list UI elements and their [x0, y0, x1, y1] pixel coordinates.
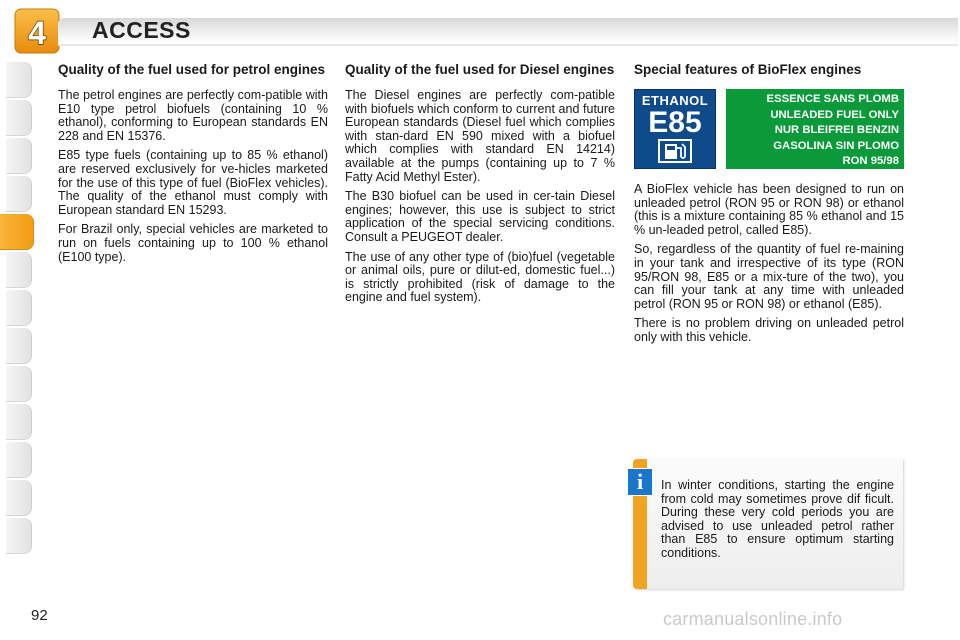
unleaded-label-line: GASOLINA SIN PLOMO	[773, 139, 899, 152]
paragraph: There is no problem driving on unleaded petrol only with this vehicle.	[634, 316, 904, 344]
unleaded-label-line: UNLEADED FUEL ONLY	[770, 108, 899, 121]
chapter-tab-strip	[0, 62, 34, 582]
chapter-tab-4[interactable]	[6, 176, 32, 212]
chapter-tab-3[interactable]	[6, 138, 32, 174]
petrol-fuel-section	[58, 62, 328, 270]
fuel-pump-icon	[657, 139, 693, 163]
e85-label-big: E85	[648, 106, 702, 139]
section-title: Quality of the fuel used for petrol engines	[58, 62, 326, 77]
chapter-tab-7[interactable]	[6, 290, 32, 326]
header-bar	[58, 18, 958, 44]
chapter-tab-2[interactable]	[6, 100, 32, 136]
section-title: Quality of the fuel used for Diesel engines	[345, 62, 615, 77]
info-icon: i	[627, 468, 653, 496]
paragraph: The use of any other type of (bio)fuel (vegetable or animal oils, pure or dilut-ed, domestic fuel...) is strictly prohibited (risk of damage to the engine and fuel system).	[345, 249, 615, 305]
info-text	[661, 479, 894, 561]
chapter-tab-11[interactable]	[6, 442, 32, 478]
watermark: carmanualsonline.info	[663, 609, 843, 629]
e85-fuel-label	[634, 89, 716, 169]
diesel-fuel-section	[345, 62, 615, 311]
chapter-title: ACCESS	[92, 17, 191, 43]
chapter-number: 4	[28, 15, 46, 51]
paragraph: For Brazil only, special vehicles are marketed to run on fuels containing up to 100 % ethanol (E100 type).	[58, 222, 328, 264]
page-number: 92	[31, 607, 48, 624]
paragraph: A BioFlex vehicle has been designed to run on unleaded petrol (RON 95 or RON 98) or ethanol (this is a mixture containing 85 % ethanol and 15 % un-leaded petrol, called E85).	[634, 182, 904, 237]
paragraph: So, regardless of the quantity of fuel re-maining in your tank and irrespective of its type (RON 95/RON 98, E85 or a mix-ture of the two), you can fill your tank at any time with unleaded petrol (RON 95 or RON 98) or ethanol (E85).	[634, 242, 904, 311]
paragraph: The Diesel engines are perfectly com-patible with biofuels which conform to current and future European standards (Diesel fuel which complies with stan-dard EN 590 mixed with a biofuel which complies with standard EN 14214) available at the pumps (containing up to 7 % Fatty Acid Methyl Ester).	[345, 88, 615, 184]
chapter-badge	[14, 8, 60, 54]
e85-label-top: ETHANOL	[641, 93, 709, 108]
fuel-labels	[634, 89, 904, 169]
unleaded-label-line: NUR BLEIFREI BENZIN	[774, 124, 899, 136]
paragraph: The B30 biofuel can be used in cer-tain Diesel engines; however, this use is subject to strict application of the special servicing conditions. Consult a PEUGEOT dealer.	[345, 189, 615, 244]
paragraph: The petrol engines are perfectly com-patible with E10 type petrol biofuels (containing 10 % ethanol), conforming to European standards EN 228 and EN 15376.	[58, 88, 328, 143]
bioflex-section	[634, 62, 904, 351]
unleaded-label-line: RON 95/98	[842, 155, 899, 167]
chapter-tab-1[interactable]	[6, 62, 32, 98]
chapter-tab-active[interactable]	[0, 214, 34, 250]
chapter-tab-9[interactable]	[6, 366, 32, 402]
chapter-tab-6[interactable]	[6, 252, 32, 288]
unleaded-label-line: ESSENCE SANS PLOMB	[766, 93, 899, 105]
chapter-tab-13[interactable]	[6, 518, 32, 554]
paragraph: E85 type fuels (containing up to 85 % ethanol) are reserved exclusively for ve-hicles marketed for the use of this type of fuel (BioFlex vehicles). The quality of the ethanol must comply with European standard EN 15293.	[58, 148, 328, 217]
unleaded-fuel-label	[726, 89, 904, 169]
chapter-tab-12[interactable]	[6, 480, 32, 516]
info-paragraph: In winter conditions, starting the engine from cold may sometimes prove dif ficult. During these very cold periods you are advised to use unleaded petrol rather than E85 to ensure optimum starting conditions.	[661, 478, 894, 560]
chapter-tab-10[interactable]	[6, 404, 32, 440]
section-title: Special features of BioFlex engines	[634, 62, 862, 77]
chapter-tab-8[interactable]	[6, 328, 32, 364]
